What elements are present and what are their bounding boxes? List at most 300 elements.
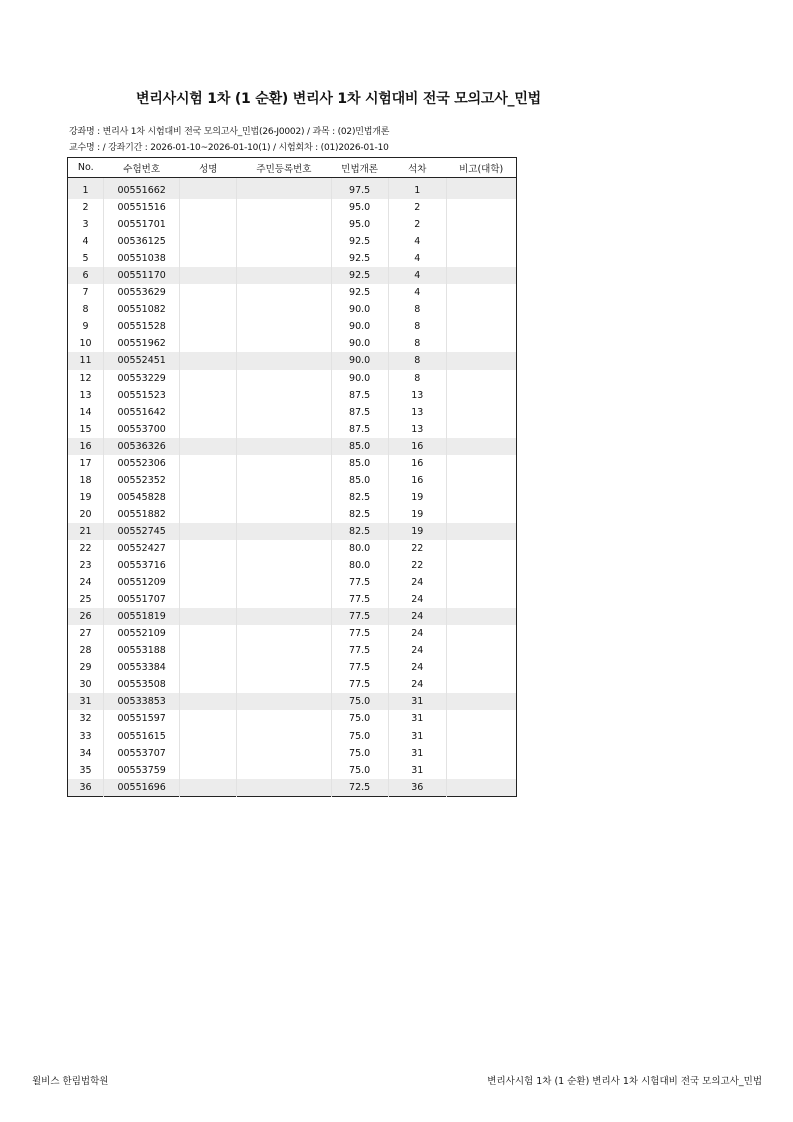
name-cell xyxy=(180,421,237,438)
resident-number-cell xyxy=(237,489,331,506)
course-info-line: 강좌명 : 변리사 1차 시험대비 전국 모의고사_민법(26-J0002) / 과목 : (02)민법개론 xyxy=(69,127,390,137)
exam-number: 00533853 xyxy=(104,693,180,710)
row-no: 30 xyxy=(68,676,104,693)
row-no: 32 xyxy=(68,710,104,727)
resident-number-cell xyxy=(237,455,331,472)
exam-number: 00553629 xyxy=(104,284,180,301)
note-cell xyxy=(446,178,516,200)
table-row xyxy=(68,178,517,200)
row-no: 33 xyxy=(68,728,104,745)
exam-number: 00553188 xyxy=(104,642,180,659)
exam-number: 00551696 xyxy=(104,779,180,797)
rank: 19 xyxy=(388,506,446,523)
row-no: 15 xyxy=(68,421,104,438)
civil-law-score: 77.5 xyxy=(331,591,388,608)
table-row xyxy=(68,608,517,625)
table-row xyxy=(68,404,517,421)
rank: 2 xyxy=(388,199,446,216)
resident-number-cell xyxy=(237,693,331,710)
civil-law-score: 92.5 xyxy=(331,233,388,250)
resident-number-cell xyxy=(237,506,331,523)
resident-number-cell xyxy=(237,387,331,404)
note-cell xyxy=(446,438,516,455)
name-cell xyxy=(180,404,237,421)
civil-law-score: 75.0 xyxy=(331,745,388,762)
resident-number-cell xyxy=(237,574,331,591)
civil-law-score: 75.0 xyxy=(331,762,388,779)
rank: 16 xyxy=(388,455,446,472)
name-cell xyxy=(180,693,237,710)
resident-number-cell xyxy=(237,267,331,284)
row-no: 25 xyxy=(68,591,104,608)
name-cell xyxy=(180,710,237,727)
exam-number: 00551819 xyxy=(104,608,180,625)
note-cell xyxy=(446,676,516,693)
row-no: 18 xyxy=(68,472,104,489)
name-cell xyxy=(180,387,237,404)
page-title xyxy=(0,88,793,108)
resident-number-cell xyxy=(237,762,331,779)
exam-number: 00551662 xyxy=(104,178,180,200)
exam-number: 00553716 xyxy=(104,557,180,574)
row-no: 9 xyxy=(68,318,104,335)
resident-number-cell xyxy=(237,710,331,727)
table-row xyxy=(68,370,517,387)
rank: 24 xyxy=(388,642,446,659)
civil-law-score: 95.0 xyxy=(331,216,388,233)
name-cell xyxy=(180,301,237,318)
civil-law-score: 77.5 xyxy=(331,659,388,676)
exam-number: 00553759 xyxy=(104,762,180,779)
name-cell xyxy=(180,335,237,352)
row-no: 11 xyxy=(68,352,104,369)
resident-number-cell xyxy=(237,642,331,659)
table-row xyxy=(68,421,517,438)
table-row xyxy=(68,455,517,472)
note-cell xyxy=(446,523,516,540)
civil-law-score: 90.0 xyxy=(331,301,388,318)
rank: 8 xyxy=(388,370,446,387)
exam-number: 00551082 xyxy=(104,301,180,318)
civil-law-score: 90.0 xyxy=(331,335,388,352)
civil-law-score: 82.5 xyxy=(331,489,388,506)
exam-number: 00551170 xyxy=(104,267,180,284)
resident-number-cell xyxy=(237,250,331,267)
note-cell xyxy=(446,233,516,250)
note-cell xyxy=(446,762,516,779)
table-row xyxy=(68,233,517,250)
rank: 4 xyxy=(388,233,446,250)
note-cell xyxy=(446,301,516,318)
rank: 16 xyxy=(388,472,446,489)
exam-number: 00551962 xyxy=(104,335,180,352)
row-no: 3 xyxy=(68,216,104,233)
resident-number-cell xyxy=(237,370,331,387)
exam-number: 00552306 xyxy=(104,455,180,472)
resident-number-cell xyxy=(237,352,331,369)
name-cell xyxy=(180,574,237,591)
exam-number: 00551615 xyxy=(104,728,180,745)
rank: 1 xyxy=(388,178,446,200)
exam-number: 00552352 xyxy=(104,472,180,489)
exam-number: 00545828 xyxy=(104,489,180,506)
resident-number-cell xyxy=(237,438,331,455)
note-cell xyxy=(446,404,516,421)
note-cell xyxy=(446,421,516,438)
row-no: 28 xyxy=(68,642,104,659)
footer-exam-title: 변리사시험 1차 (1 순환) 변리사 1차 시험대비 전국 모의고사_민법 xyxy=(487,1076,762,1087)
rank: 8 xyxy=(388,335,446,352)
table-row xyxy=(68,301,517,318)
name-cell xyxy=(180,216,237,233)
exam-number: 00552745 xyxy=(104,523,180,540)
rank: 13 xyxy=(388,404,446,421)
row-no: 5 xyxy=(68,250,104,267)
exam-number: 00551528 xyxy=(104,318,180,335)
exam-number: 00551597 xyxy=(104,710,180,727)
table-row xyxy=(68,284,517,301)
table-row xyxy=(68,318,517,335)
resident-number-cell xyxy=(237,335,331,352)
rank: 8 xyxy=(388,352,446,369)
note-cell xyxy=(446,745,516,762)
civil-law-score: 95.0 xyxy=(331,199,388,216)
resident-number-cell xyxy=(237,676,331,693)
note-cell xyxy=(446,284,516,301)
table-row xyxy=(68,540,517,557)
table-row xyxy=(68,659,517,676)
row-no: 35 xyxy=(68,762,104,779)
exam-number: 00552427 xyxy=(104,540,180,557)
rank: 4 xyxy=(388,284,446,301)
resident-number-cell xyxy=(237,540,331,557)
rank: 19 xyxy=(388,523,446,540)
row-no: 8 xyxy=(68,301,104,318)
rank: 24 xyxy=(388,591,446,608)
note-cell xyxy=(446,199,516,216)
table-row xyxy=(68,591,517,608)
civil-law-score: 87.5 xyxy=(331,421,388,438)
row-no: 20 xyxy=(68,506,104,523)
name-cell xyxy=(180,659,237,676)
page-title-text: 변리사시험 1차 (1 순환) 변리사 1차 시험대비 전국 모의고사_민법 xyxy=(136,91,541,107)
exam-number: 00551701 xyxy=(104,216,180,233)
resident-number-cell xyxy=(237,199,331,216)
civil-law-score: 90.0 xyxy=(331,370,388,387)
civil-law-score: 77.5 xyxy=(331,676,388,693)
note-cell xyxy=(446,506,516,523)
civil-law-score: 97.5 xyxy=(331,178,388,200)
exam-number: 00551707 xyxy=(104,591,180,608)
note-cell xyxy=(446,728,516,745)
name-cell xyxy=(180,557,237,574)
table-row xyxy=(68,387,517,404)
exam-number: 00553700 xyxy=(104,421,180,438)
exam-number: 00553229 xyxy=(104,370,180,387)
table-header-row xyxy=(68,158,517,178)
exam-number: 00551038 xyxy=(104,250,180,267)
rank: 4 xyxy=(388,250,446,267)
row-no: 17 xyxy=(68,455,104,472)
name-cell xyxy=(180,762,237,779)
exam-number: 00551523 xyxy=(104,387,180,404)
resident-number-cell xyxy=(237,284,331,301)
table-body xyxy=(68,178,517,797)
civil-law-score: 75.0 xyxy=(331,728,388,745)
row-no: 36 xyxy=(68,779,104,797)
exam-number: 00552109 xyxy=(104,625,180,642)
note-cell xyxy=(446,370,516,387)
table-row xyxy=(68,676,517,693)
civil-law-score: 92.5 xyxy=(331,250,388,267)
resident-number-cell xyxy=(237,728,331,745)
name-cell xyxy=(180,625,237,642)
note-cell xyxy=(446,574,516,591)
table-row xyxy=(68,472,517,489)
civil-law-score: 92.5 xyxy=(331,284,388,301)
note-cell xyxy=(446,710,516,727)
note-cell xyxy=(446,216,516,233)
note-cell xyxy=(446,387,516,404)
name-cell xyxy=(180,284,237,301)
table-row xyxy=(68,506,517,523)
name-cell xyxy=(180,438,237,455)
table-row xyxy=(68,352,517,369)
civil-law-score: 77.5 xyxy=(331,574,388,591)
note-cell xyxy=(446,642,516,659)
table-row xyxy=(68,574,517,591)
rank: 24 xyxy=(388,676,446,693)
row-no: 27 xyxy=(68,625,104,642)
note-cell xyxy=(446,455,516,472)
note-cell xyxy=(446,267,516,284)
row-no: 6 xyxy=(68,267,104,284)
note-cell xyxy=(446,557,516,574)
footer-academy: 윌비스 한림법학원 xyxy=(32,1076,109,1087)
row-no: 22 xyxy=(68,540,104,557)
resident-number-cell xyxy=(237,178,331,200)
table-row xyxy=(68,557,517,574)
table-row xyxy=(68,438,517,455)
row-no: 1 xyxy=(68,178,104,200)
name-cell xyxy=(180,728,237,745)
rank: 8 xyxy=(388,301,446,318)
civil-law-score: 75.0 xyxy=(331,710,388,727)
header-name: 성명 xyxy=(180,158,237,178)
exam-number: 00551642 xyxy=(104,404,180,421)
name-cell xyxy=(180,199,237,216)
exam-number: 00551516 xyxy=(104,199,180,216)
exam-number: 00553707 xyxy=(104,745,180,762)
resident-number-cell xyxy=(237,608,331,625)
row-no: 29 xyxy=(68,659,104,676)
header-rank: 석차 xyxy=(388,158,446,178)
note-cell xyxy=(446,352,516,369)
rank: 24 xyxy=(388,659,446,676)
exam-number: 00551209 xyxy=(104,574,180,591)
exam-number: 00536326 xyxy=(104,438,180,455)
row-no: 2 xyxy=(68,199,104,216)
row-no: 12 xyxy=(68,370,104,387)
civil-law-score: 82.5 xyxy=(331,523,388,540)
row-no: 4 xyxy=(68,233,104,250)
name-cell xyxy=(180,540,237,557)
rank: 31 xyxy=(388,762,446,779)
name-cell xyxy=(180,489,237,506)
name-cell xyxy=(180,370,237,387)
resident-number-cell xyxy=(237,404,331,421)
note-cell xyxy=(446,250,516,267)
name-cell xyxy=(180,472,237,489)
table-row xyxy=(68,745,517,762)
rank: 31 xyxy=(388,745,446,762)
resident-number-cell xyxy=(237,472,331,489)
table-row xyxy=(68,267,517,284)
table-row xyxy=(68,762,517,779)
civil-law-score: 77.5 xyxy=(331,608,388,625)
row-no: 34 xyxy=(68,745,104,762)
exam-number: 00536125 xyxy=(104,233,180,250)
civil-law-score: 80.0 xyxy=(331,540,388,557)
note-cell xyxy=(446,659,516,676)
resident-number-cell xyxy=(237,523,331,540)
score-table xyxy=(67,157,517,797)
civil-law-score: 82.5 xyxy=(331,506,388,523)
name-cell xyxy=(180,233,237,250)
note-cell xyxy=(446,693,516,710)
civil-law-score: 77.5 xyxy=(331,625,388,642)
row-no: 10 xyxy=(68,335,104,352)
rank: 22 xyxy=(388,540,446,557)
table-row xyxy=(68,779,517,797)
rank: 24 xyxy=(388,608,446,625)
civil-law-score: 85.0 xyxy=(331,438,388,455)
table-row xyxy=(68,199,517,216)
rank: 24 xyxy=(388,574,446,591)
row-no: 16 xyxy=(68,438,104,455)
row-no: 19 xyxy=(68,489,104,506)
civil-law-score: 87.5 xyxy=(331,404,388,421)
resident-number-cell xyxy=(237,318,331,335)
name-cell xyxy=(180,523,237,540)
civil-law-score: 72.5 xyxy=(331,779,388,797)
note-cell xyxy=(446,779,516,797)
name-cell xyxy=(180,745,237,762)
resident-number-cell xyxy=(237,625,331,642)
name-cell xyxy=(180,608,237,625)
civil-law-score: 90.0 xyxy=(331,352,388,369)
row-no: 26 xyxy=(68,608,104,625)
row-no: 7 xyxy=(68,284,104,301)
table-row xyxy=(68,250,517,267)
rank: 31 xyxy=(388,728,446,745)
rank: 13 xyxy=(388,387,446,404)
exam-number: 00551882 xyxy=(104,506,180,523)
table-row xyxy=(68,728,517,745)
resident-number-cell xyxy=(237,591,331,608)
civil-law-score: 77.5 xyxy=(331,642,388,659)
note-cell xyxy=(446,608,516,625)
civil-law-score: 87.5 xyxy=(331,387,388,404)
exam-number: 00553384 xyxy=(104,659,180,676)
resident-number-cell xyxy=(237,233,331,250)
note-cell xyxy=(446,335,516,352)
rank: 13 xyxy=(388,421,446,438)
name-cell xyxy=(180,250,237,267)
exam-number: 00553508 xyxy=(104,676,180,693)
table-row xyxy=(68,710,517,727)
name-cell xyxy=(180,591,237,608)
name-cell xyxy=(180,642,237,659)
rank: 8 xyxy=(388,318,446,335)
rank: 19 xyxy=(388,489,446,506)
rank: 24 xyxy=(388,625,446,642)
civil-law-score: 75.0 xyxy=(331,693,388,710)
resident-number-cell xyxy=(237,216,331,233)
resident-number-cell xyxy=(237,779,331,797)
civil-law-score: 85.0 xyxy=(331,472,388,489)
rank: 2 xyxy=(388,216,446,233)
rank: 36 xyxy=(388,779,446,797)
rank: 31 xyxy=(388,710,446,727)
header-exam-number: 수험번호 xyxy=(104,158,180,178)
name-cell xyxy=(180,178,237,200)
note-cell xyxy=(446,489,516,506)
name-cell xyxy=(180,506,237,523)
exam-number: 00552451 xyxy=(104,352,180,369)
resident-number-cell xyxy=(237,659,331,676)
resident-number-cell xyxy=(237,557,331,574)
row-no: 23 xyxy=(68,557,104,574)
row-no: 13 xyxy=(68,387,104,404)
name-cell xyxy=(180,352,237,369)
header-civil-law-score: 민법개론 xyxy=(331,158,388,178)
row-no: 21 xyxy=(68,523,104,540)
note-cell xyxy=(446,625,516,642)
name-cell xyxy=(180,779,237,797)
resident-number-cell xyxy=(237,301,331,318)
rank: 4 xyxy=(388,267,446,284)
name-cell xyxy=(180,455,237,472)
note-cell xyxy=(446,472,516,489)
rank: 22 xyxy=(388,557,446,574)
table-row xyxy=(68,693,517,710)
name-cell xyxy=(180,318,237,335)
table-row xyxy=(68,523,517,540)
note-cell xyxy=(446,591,516,608)
civil-law-score: 90.0 xyxy=(331,318,388,335)
table-row xyxy=(68,335,517,352)
resident-number-cell xyxy=(237,745,331,762)
rank: 16 xyxy=(388,438,446,455)
rank: 31 xyxy=(388,693,446,710)
name-cell xyxy=(180,267,237,284)
civil-law-score: 80.0 xyxy=(331,557,388,574)
table-row xyxy=(68,216,517,233)
civil-law-score: 92.5 xyxy=(331,267,388,284)
name-cell xyxy=(180,676,237,693)
row-no: 14 xyxy=(68,404,104,421)
table-row xyxy=(68,489,517,506)
exam-info-line: 교수명 : / 강좌기간 : 2026-01-10~2026-01-10(1) / 시험회차 : (01)2026-01-10 xyxy=(69,143,389,153)
civil-law-score: 85.0 xyxy=(331,455,388,472)
table-row xyxy=(68,625,517,642)
note-cell xyxy=(446,318,516,335)
resident-number-cell xyxy=(237,421,331,438)
note-cell xyxy=(446,540,516,557)
row-no: 31 xyxy=(68,693,104,710)
header-resident-number: 주민등록번호 xyxy=(237,158,331,178)
